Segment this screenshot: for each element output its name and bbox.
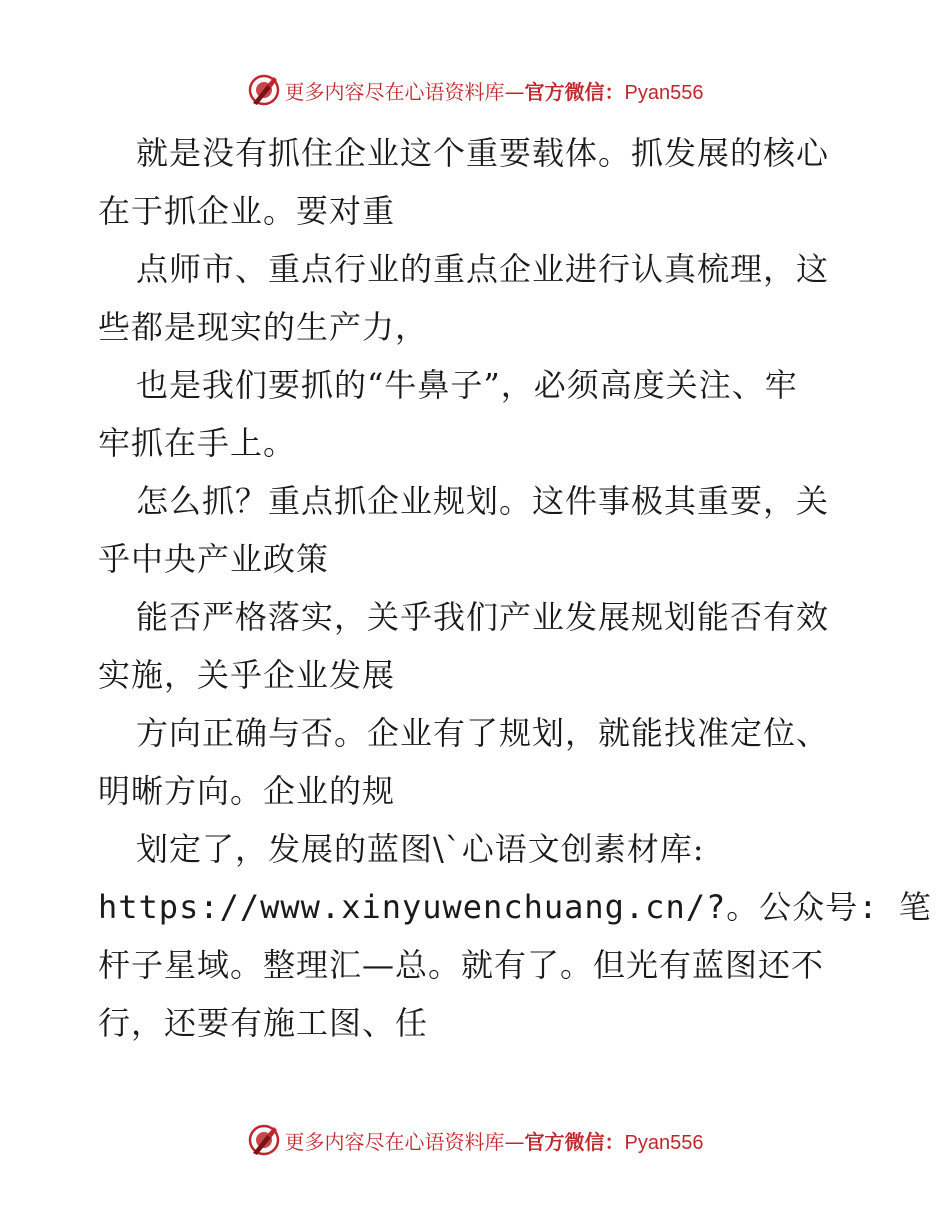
header-wechat-id: Pyan556 — [624, 81, 704, 104]
body-line: 就是没有抓住企业这个重要载体。抓发展的核心 — [136, 134, 830, 172]
document-body — [98, 124, 932, 1052]
pen-logo-icon — [247, 73, 281, 107]
body-line: 明晰方向。企业的规 — [98, 772, 396, 810]
footer-separator: — — [504, 1129, 525, 1154]
body-line: 乎中央产业政策 — [98, 540, 330, 578]
body-line: 划定了，发展的蓝图\`心语文创素材库: — [136, 830, 705, 868]
footer-banner — [0, 1120, 950, 1160]
body-line-url: https://www.xinyuwenchuang.cn/?。公众号: 笔 — [98, 888, 932, 926]
body-line: 方向正确与否。企业有了规划，就能找准定位、 — [136, 714, 830, 752]
body-line: 些都是现实的生产力， — [98, 308, 429, 346]
footer-wechat-label: 官方微信： — [524, 1129, 625, 1154]
body-line: 也是我们要抓的“牛鼻子”，必须高度关注、牢 — [136, 366, 798, 404]
body-line: 点师市、重点行业的重点企业进行认真梳理，这 — [136, 250, 830, 288]
footer-site-text: 更多内容尽在心语资料库 — [284, 1129, 505, 1154]
body-line: 实施，关乎企业发展 — [98, 656, 396, 694]
body-line: 牢抓在手上。 — [98, 424, 297, 462]
footer-wechat-id: Pyan556 — [624, 1131, 704, 1154]
body-line: 行，还要有施工图、任 — [98, 1004, 429, 1042]
header-wechat-label: 官方微信： — [524, 79, 625, 104]
header-site-text: 更多内容尽在心语资料库 — [284, 79, 505, 104]
body-line: 能否严格落实，关乎我们产业发展规划能否有效 — [136, 598, 830, 636]
header-separator: — — [504, 79, 525, 104]
body-line: 杆子星域。整理汇—总。就有了。但光有蓝图还不 — [98, 946, 825, 984]
body-line: 怎么抓？重点抓企业规划。这件事极其重要，关 — [136, 482, 830, 520]
body-line: 在于抓企业。要对重 — [98, 192, 396, 230]
pen-logo-icon — [247, 1123, 281, 1157]
header-banner — [0, 70, 950, 110]
